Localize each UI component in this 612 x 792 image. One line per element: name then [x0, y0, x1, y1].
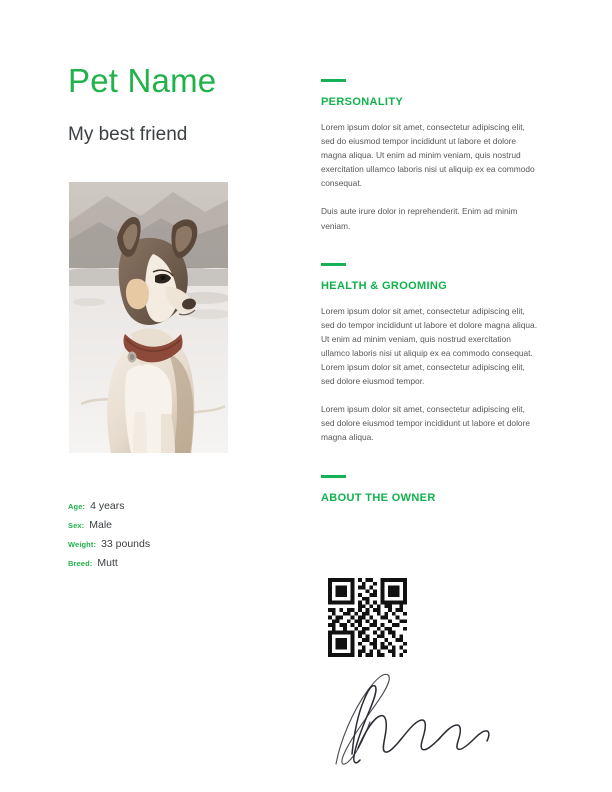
left-column: [68, 62, 258, 147]
detail-row-sex: [68, 519, 278, 538]
personality-paragraph-2: Duis aute irure dolor in reprehenderit. Enim ad minim veniam.: [321, 206, 518, 231]
owner-signature: [318, 668, 508, 773]
page-subtitle: My best friend: [68, 124, 188, 145]
right-column: [321, 79, 539, 516]
section-heading-personality: PERSONALITY: [321, 96, 404, 108]
detail-value-sex: Male: [89, 519, 113, 531]
section-health-grooming: [321, 263, 539, 445]
page-title: Pet Name: [68, 62, 217, 99]
pet-details-list: [68, 500, 278, 576]
owner-signature-image: [318, 668, 508, 773]
qr-code-image: [320, 578, 415, 657]
health-paragraph-1: Lorem ipsum dolor sit amet, consectetur adipiscing elit, sed do tempor incididunt ut labore et dolore magna aliqua. Ut enim ad minim veniam, quis nostrud exercitation ullamco laboris nisi ut aliquip ex ea commodo consequat. Lorem ipsum dolor sit amet, consectetur adipiscing elit, sed dolore eiusmod tempor.: [321, 305, 538, 387]
detail-value-breed: Mutt: [97, 557, 118, 569]
qr-code[interactable]: [320, 578, 415, 657]
section-rule: [321, 475, 346, 478]
detail-row-breed: [68, 557, 278, 576]
detail-value-age: 4 years: [90, 500, 125, 512]
detail-label-breed: Breed:: [68, 559, 93, 568]
section-heading-health-grooming: HEALTH & GROOMING: [321, 279, 448, 292]
personality-paragraph-1: Lorem ipsum dolor sit amet, consectetur adipiscing elit, sed do eiusmod tempor incididunt ut labore et dolore magna aliqua. Ut enim ad minim veniam, quis nostrud exercitation ullamco laboris nisi ut aliquip ex ea commodo consequat.: [321, 122, 535, 189]
detail-label-weight: Weight:: [68, 540, 97, 549]
health-paragraph-2: Lorem ipsum dolor sit amet, consectetur adipiscing elit, sed dolore eiusmod tempor incididunt ut labore et dolore magna aliqua.: [321, 404, 531, 443]
detail-label-sex: Sex:: [68, 521, 85, 530]
pet-photo: [69, 182, 228, 453]
detail-row-weight: [68, 538, 278, 557]
section-spacer: [321, 445, 539, 475]
section-about-the-owner: [321, 475, 539, 505]
detail-row-age: [68, 500, 278, 519]
section-spacer: [321, 233, 539, 263]
detail-value-weight: 33 pounds: [101, 538, 151, 550]
section-rule: [321, 79, 346, 82]
pet-photo-image: [69, 182, 228, 453]
section-heading-about-the-owner: ABOUT THE OWNER: [321, 491, 436, 504]
section-rule: [321, 263, 346, 266]
section-personality: [321, 79, 539, 233]
detail-label-age: Age:: [68, 502, 86, 511]
